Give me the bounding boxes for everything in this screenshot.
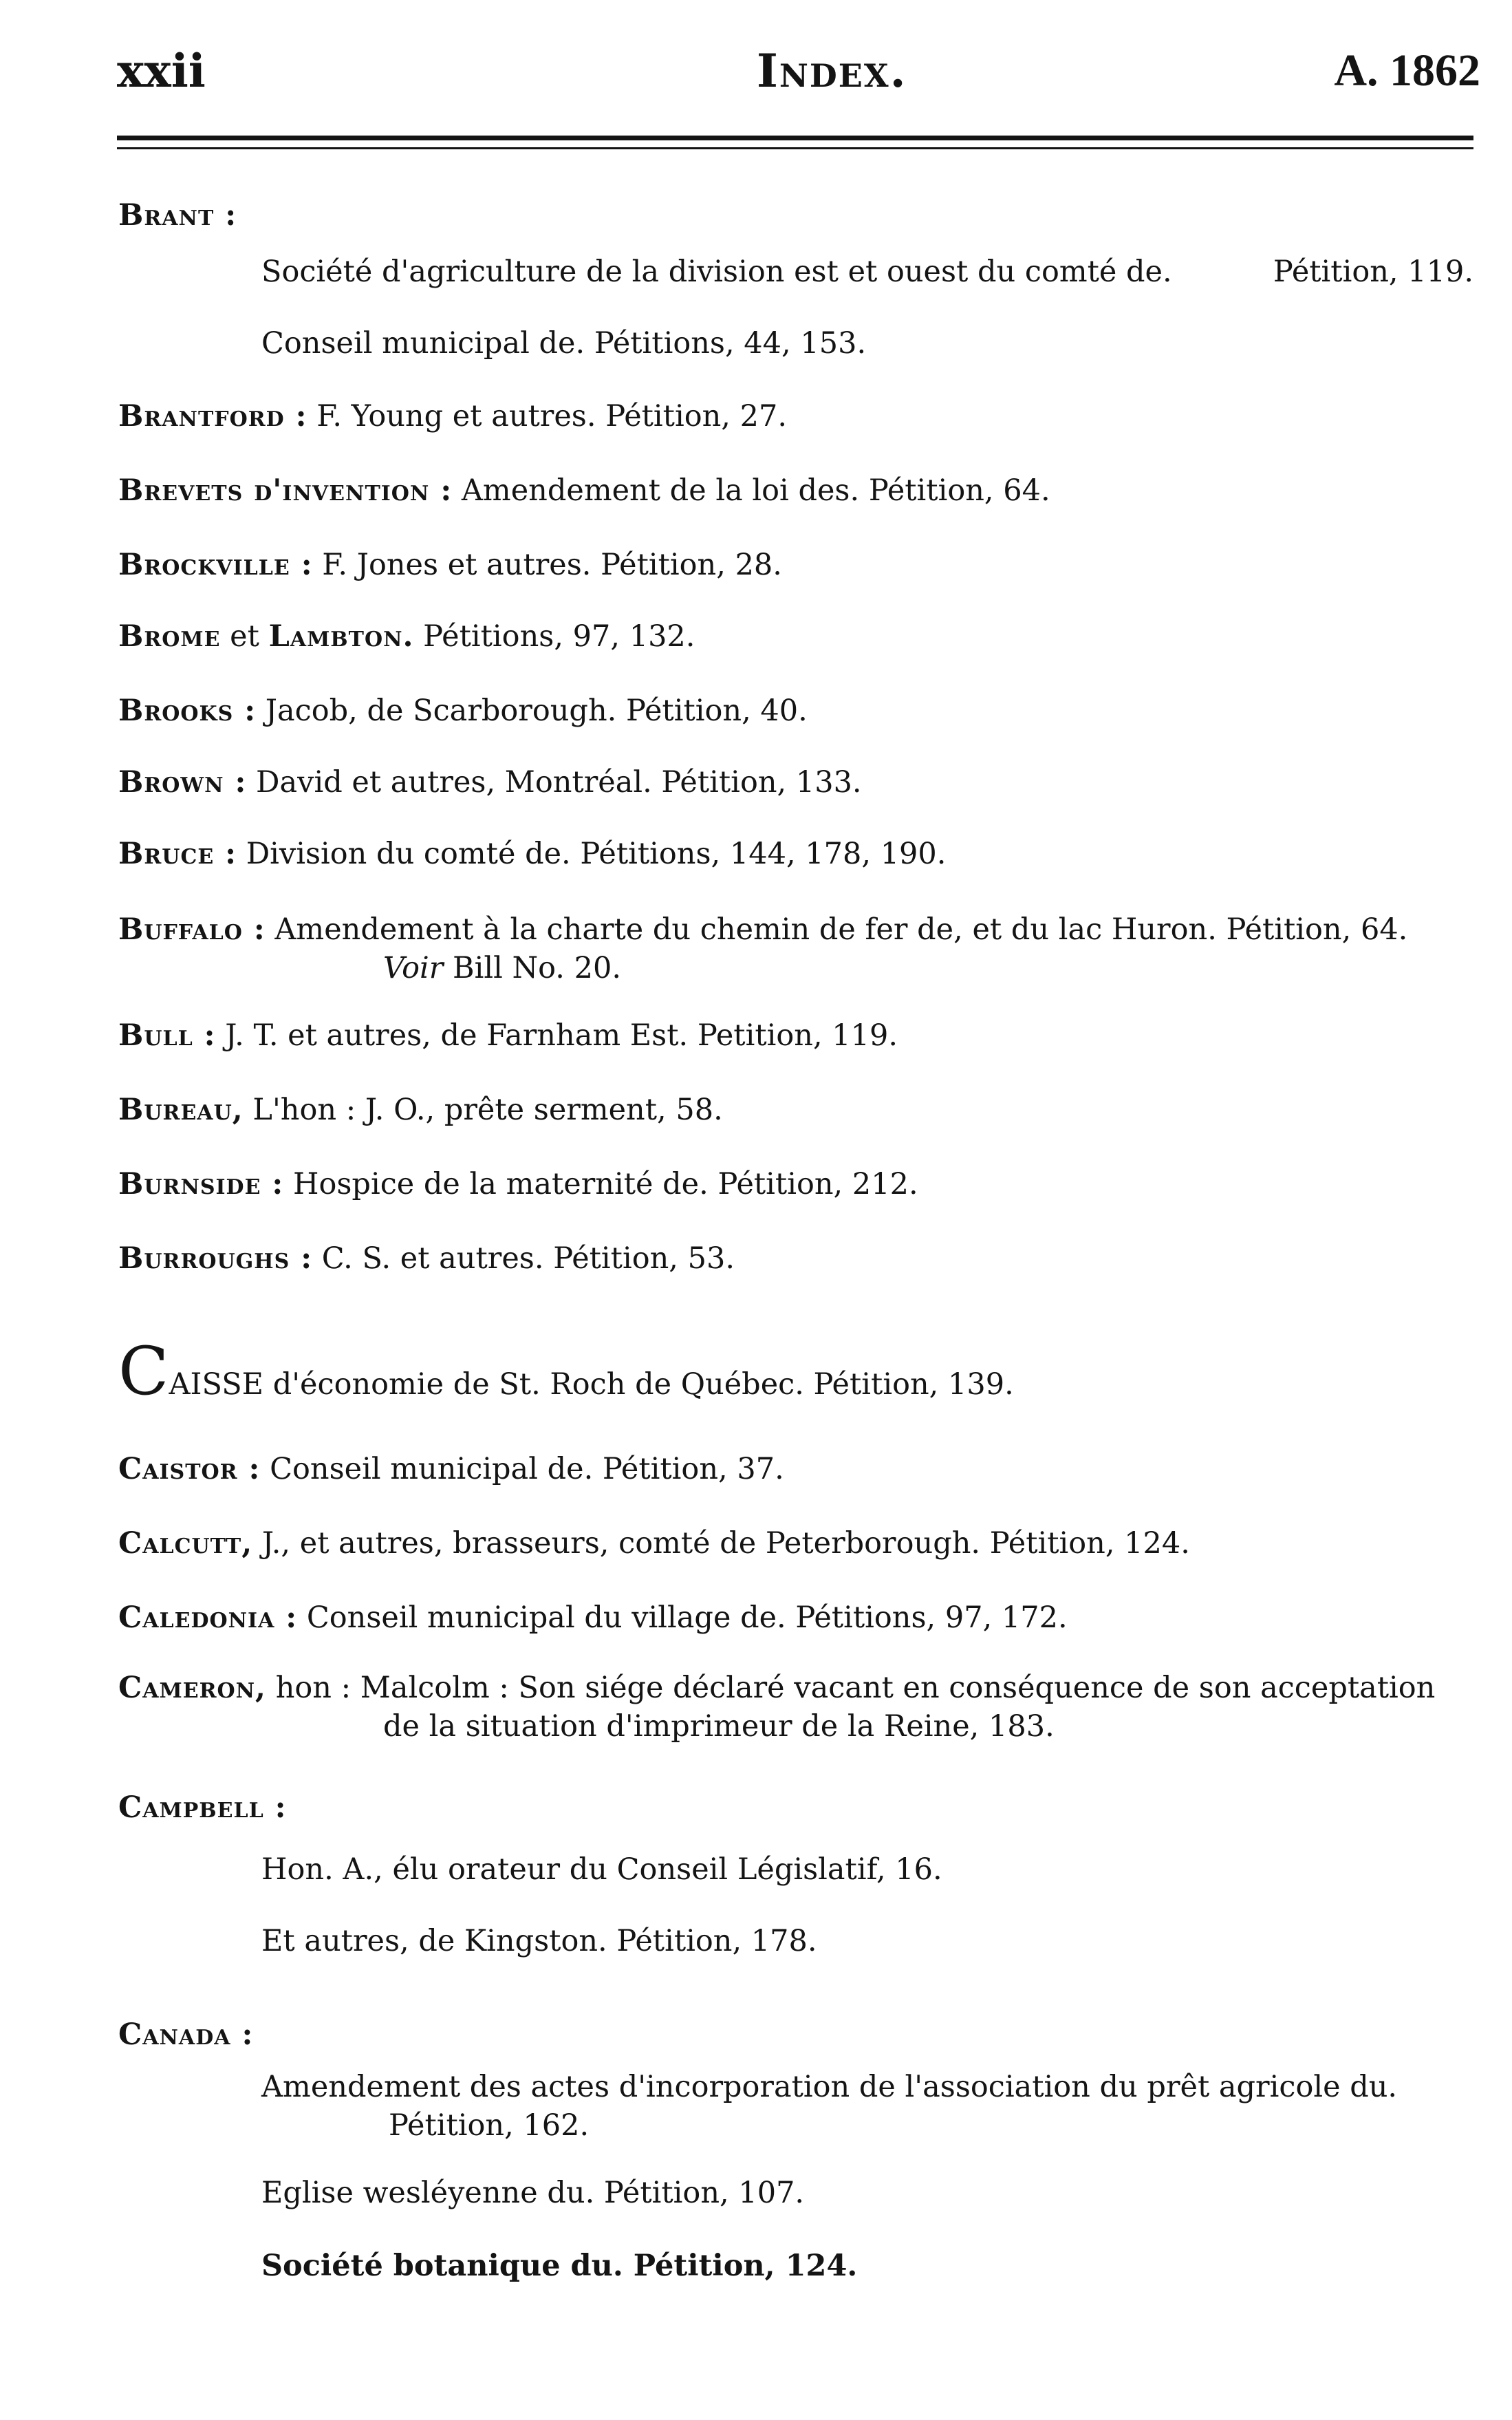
- entry-text: Amendement à la charte du chemin de fer de, et du lac Huron. Pétition, 64.: [265, 912, 1408, 947]
- entry-text: Société d'agriculture de la division est et ouest du comté de.: [261, 255, 1172, 289]
- entry-brome: [118, 617, 1473, 656]
- entry-text-tail: Bill No. 20.: [443, 951, 621, 985]
- entry-text: Amendement des actes d'incorporation de l'association du prêt agricole du. Pétition, 162.: [261, 2070, 1398, 2143]
- entry-heading: Bull :: [118, 1018, 216, 1053]
- entry-text: Division du comté de. Pétitions, 144, 178, 190.: [237, 837, 947, 871]
- entry-connector: et: [220, 619, 269, 654]
- entry-heading: Burroughs :: [118, 1241, 313, 1276]
- entry-text: Société botanique du. Pétition, 124.: [261, 2249, 858, 2283]
- entry-heading: Brome: [118, 619, 221, 654]
- entry-heading: Brevets d'invention :: [118, 473, 453, 508]
- entry-brant-heading: [118, 196, 1473, 235]
- entry-text: Conseil municipal de. Pétition, 37.: [260, 1452, 784, 1486]
- section-drop-capital: C: [118, 1333, 169, 1410]
- entry-text: Pétitions, 97, 132.: [413, 619, 695, 654]
- entry-heading: AISSE: [169, 1367, 264, 1402]
- entry-calcutt: [118, 1524, 1473, 1563]
- entry-bureau: [118, 1091, 1473, 1129]
- entry-brant-sub-1: [261, 253, 1473, 291]
- entry-text: hon : Malcolm : Son siége déclaré vacant en conséquence de son acceptation de la situation d'imprimeur de la Reine, 183.: [266, 1671, 1436, 1744]
- entry-caledonia: [118, 1598, 1473, 1637]
- entry-burnside: [118, 1165, 1473, 1203]
- entry-brockville: [118, 546, 1473, 584]
- entry-text: J. T. et autres, de Farnham Est. Petition, 119.: [215, 1018, 898, 1053]
- entry-text: d'économie de St. Roch de Québec. Pétition, 139.: [263, 1367, 1014, 1402]
- entry-campbell-sub-2: [261, 1922, 1473, 1960]
- entry-heading: Campbell :: [118, 1790, 287, 1825]
- entry-brant-sub-2: [261, 324, 1473, 363]
- entry-text: Conseil municipal de. Pétitions, 44, 153.: [261, 326, 867, 361]
- entry-text: David et autres, Montréal. Pétition, 133.: [246, 765, 862, 800]
- entry-canada-heading: [118, 2015, 1473, 2054]
- entry-heading: Canada :: [118, 2017, 254, 2052]
- entry-text: Hospice de la maternité de. Pétition, 212.: [283, 1167, 918, 1201]
- session-label: A. 1862: [1334, 45, 1480, 96]
- entry-cameron: [118, 1669, 1473, 1746]
- entry-ref: Pétition, 119.: [1273, 255, 1473, 289]
- entry-canada-sub-3: [261, 2247, 1473, 2285]
- entry-heading-2: Lambton.: [268, 619, 414, 654]
- entry-text: Conseil municipal du village de. Pétitions, 97, 172.: [297, 1600, 1068, 1635]
- header-rule-thin: [117, 147, 1473, 149]
- entry-campbell-heading: [118, 1788, 1473, 1827]
- entry-text: Amendement de la loi des. Pétition, 64.: [452, 473, 1050, 508]
- page-title: Index.: [757, 44, 907, 98]
- entry-heading: Bruce :: [118, 837, 237, 871]
- entry-canada-sub-1: [261, 2068, 1473, 2145]
- entry-canada-sub-2: [261, 2174, 1473, 2212]
- entry-bull: [118, 1016, 1473, 1055]
- entry-bruce: [118, 835, 1473, 873]
- entry-caistor: [118, 1450, 1473, 1488]
- entry-campbell-sub-1: [261, 1850, 1473, 1889]
- entry-text: Jacob, de Scarborough. Pétition, 40.: [256, 694, 808, 728]
- entry-heading: Burnside :: [118, 1167, 284, 1201]
- entry-text: F. Young et autres. Pétition, 27.: [307, 399, 788, 433]
- entry-heading: Caledonia :: [118, 1600, 298, 1635]
- entry-see-also: Voir: [383, 951, 444, 985]
- entry-caisse: [118, 1333, 1473, 1419]
- entry-brown: [118, 763, 1473, 802]
- entry-heading: Caistor :: [118, 1452, 261, 1486]
- entry-buffalo: [118, 910, 1473, 987]
- entry-heading: Calcutt,: [118, 1526, 253, 1561]
- entry-heading: Brockville :: [118, 548, 313, 582]
- entry-text: F. Jones et autres. Pétition, 28.: [312, 548, 782, 582]
- entry-brooks: [118, 692, 1473, 730]
- entry-text: Eglise wesléyenne du. Pétition, 107.: [261, 2176, 805, 2210]
- entry-text: Hon. A., élu orateur du Conseil Législatif, 16.: [261, 1852, 942, 1887]
- entry-heading: Brown :: [118, 765, 247, 800]
- entry-burroughs: [118, 1239, 1473, 1278]
- entry-heading: Brant :: [118, 198, 237, 233]
- entry-text: Et autres, de Kingston. Pétition, 178.: [261, 1924, 817, 1958]
- header-rule-thick: [117, 136, 1473, 140]
- page-number: xxii: [117, 44, 206, 98]
- entry-brantford: [118, 397, 1473, 436]
- entry-text: L'hon : J. O., prête serment, 58.: [243, 1093, 723, 1127]
- entry-heading: Bureau,: [118, 1093, 244, 1127]
- entry-text: C. S. et autres. Pétition, 53.: [312, 1241, 735, 1276]
- entry-brevets: [118, 471, 1473, 510]
- entry-heading: Cameron,: [118, 1671, 267, 1705]
- entry-heading: Brantford :: [118, 399, 307, 433]
- entry-text: J., et autres, brasseurs, comté de Peterborough. Pétition, 124.: [252, 1526, 1190, 1561]
- entry-heading: Buffalo :: [118, 912, 266, 947]
- entry-heading: Brooks :: [118, 694, 257, 728]
